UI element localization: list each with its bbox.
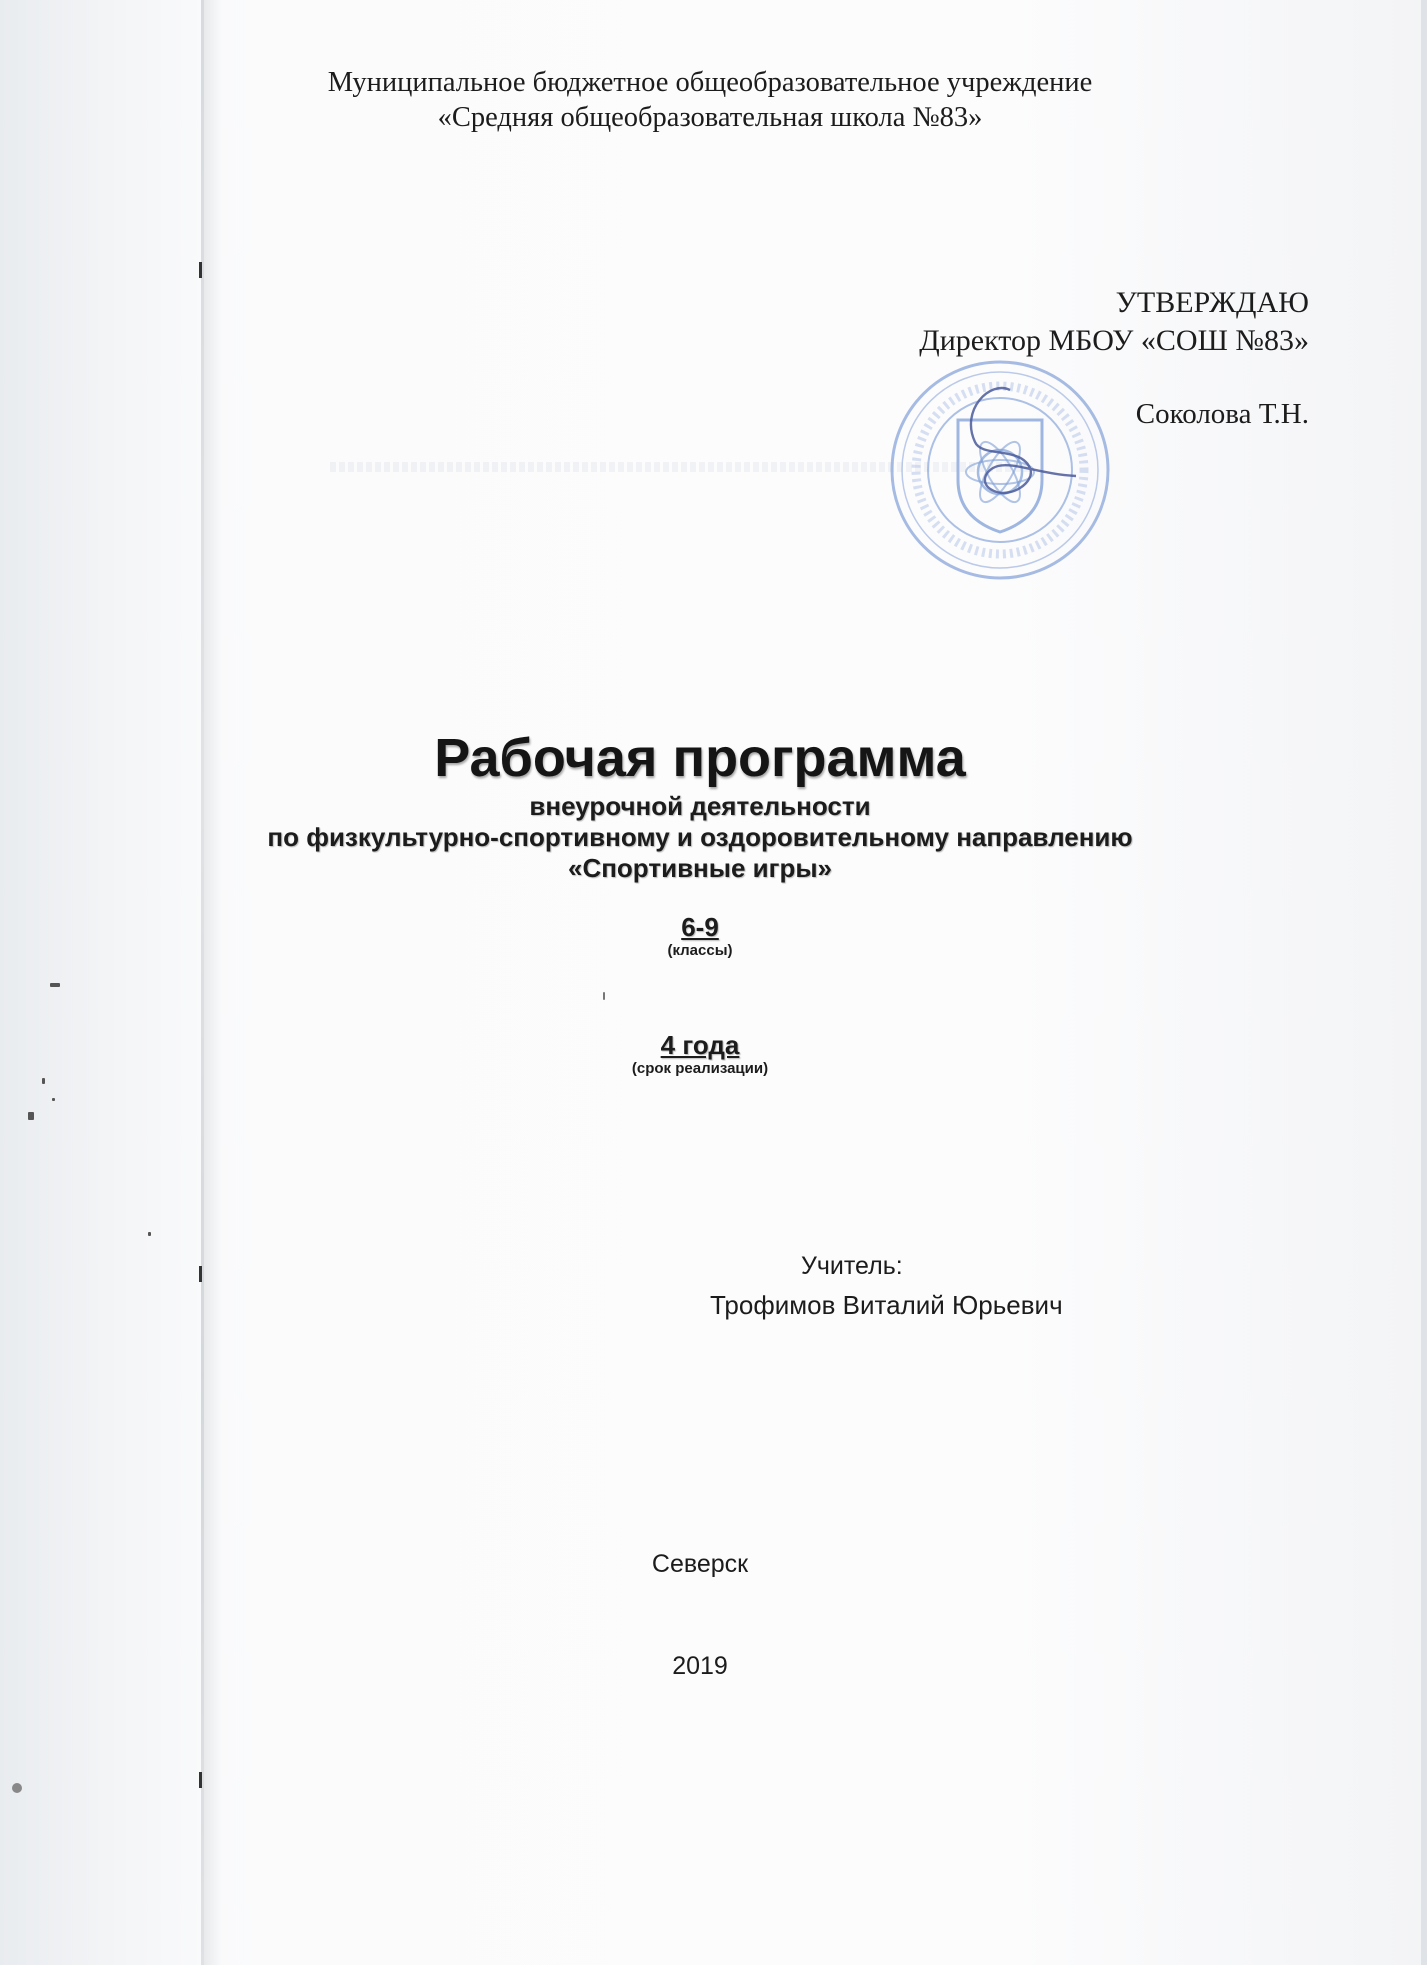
term-caption: (срок реализации) — [631, 1060, 769, 1077]
city-name: Северск — [651, 1550, 749, 1578]
title-line-course: «Спортивные игры» — [567, 853, 832, 883]
margin-tick — [199, 1772, 202, 1788]
scan-speck — [50, 983, 60, 987]
program-title-block — [200, 725, 1200, 884]
teacher-label: Учитель: — [801, 1252, 903, 1280]
title-line-direction: по физкультурно-спортивному и оздоровительному направлению — [267, 822, 1133, 852]
scan-speck — [12, 1783, 22, 1793]
org-name-line1: Муниципальное бюджетное общеобразовательное учреждение — [327, 67, 1093, 98]
scan-speck — [52, 1098, 55, 1101]
term-block — [200, 1030, 1200, 1078]
approval-block — [919, 284, 1309, 360]
title-line-activity: внеурочной деятельности — [529, 791, 871, 821]
scan-speck — [148, 1232, 151, 1236]
director-name: Соколова Т.Н. — [1135, 398, 1309, 430]
scan-speck — [42, 1078, 45, 1084]
official-stamp — [880, 350, 1120, 590]
margin-tick — [199, 1266, 202, 1282]
page-edge — [1421, 0, 1427, 1965]
year: 2019 — [672, 1652, 728, 1680]
grades-value: 6-9 — [681, 912, 719, 942]
organization-header — [205, 65, 1215, 135]
teacher-name: Трофимов Виталий Юрьевич — [710, 1290, 1063, 1320]
org-name-line2: «Средняя общеобразовательная школа №83» — [437, 102, 983, 133]
approve-label: УТВЕРЖДАЮ — [1115, 286, 1309, 319]
grades-caption: (классы) — [667, 942, 733, 959]
margin-tick — [199, 262, 202, 278]
scan-speck — [28, 1112, 34, 1120]
term-value: 4 года — [660, 1030, 740, 1060]
main-title: Рабочая программа — [434, 728, 966, 788]
director-title: Директор МБОУ «СОШ №83» — [919, 324, 1309, 357]
scan-speck — [603, 992, 605, 1000]
grades-block — [200, 912, 1200, 960]
